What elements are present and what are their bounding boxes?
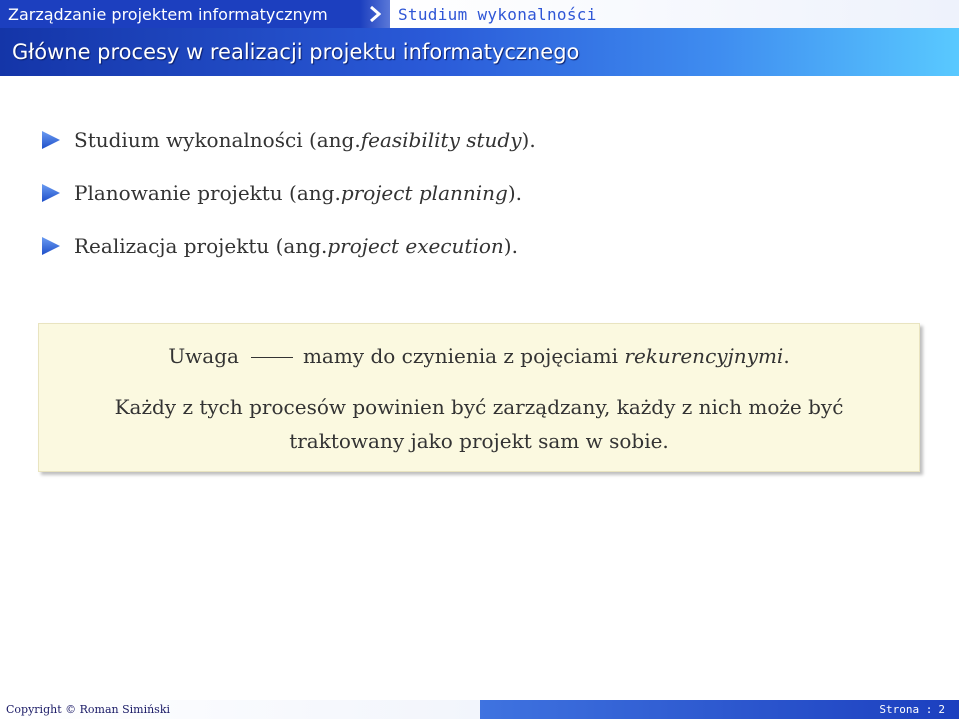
bullet-text-prefix: Realizacja projektu (ang. <box>74 234 328 258</box>
note-end: . <box>783 344 790 368</box>
arrow-right-icon <box>360 0 390 28</box>
triangle-bullet-icon <box>40 235 62 257</box>
footer <box>0 700 959 719</box>
slide-title-bar <box>0 28 959 76</box>
copyright: Copyright © Roman Simiński <box>0 700 480 719</box>
bullet-term: project planning <box>340 181 508 205</box>
page-number: 2 <box>938 703 945 716</box>
page-indicator <box>480 700 959 719</box>
page-label: Strona : <box>879 703 933 716</box>
page-title: Główne procesy w realizacji projektu informatycznego <box>12 40 580 64</box>
note-line-1 <box>39 344 919 368</box>
note-lead: Uwaga <box>168 344 239 368</box>
breadcrumb <box>0 0 959 28</box>
list-item <box>40 179 536 207</box>
note-box <box>38 323 920 472</box>
section-title[interactable]: Studium wykonalności <box>390 0 959 28</box>
bullet-text-suffix: ). <box>507 181 523 205</box>
note-text: mamy do czynienia z pojęciami <box>302 344 625 368</box>
note-line-2: Każdy z tych procesów powinien być zarządzany, każdy z nich może być traktowany jako projekt sam w sobie. <box>114 395 844 453</box>
bullet-text-prefix: Planowanie projektu (ang. <box>74 181 341 205</box>
list-item <box>40 126 536 154</box>
note-term: rekurencyjnymi <box>624 344 784 368</box>
bullet-term: project execution <box>327 234 504 258</box>
triangle-bullet-icon <box>40 129 62 151</box>
triangle-bullet-icon <box>40 182 62 204</box>
bullet-term: feasibility study <box>360 128 522 152</box>
bullet-text-suffix: ). <box>503 234 518 258</box>
list-item <box>40 232 536 260</box>
course-title[interactable]: Zarządzanie projektem informatycznym <box>0 0 360 28</box>
bullet-list <box>40 126 536 285</box>
bullet-text-suffix: ). <box>521 128 536 152</box>
em-dash <box>251 357 293 359</box>
bullet-text-prefix: Studium wykonalności (ang. <box>74 128 361 152</box>
